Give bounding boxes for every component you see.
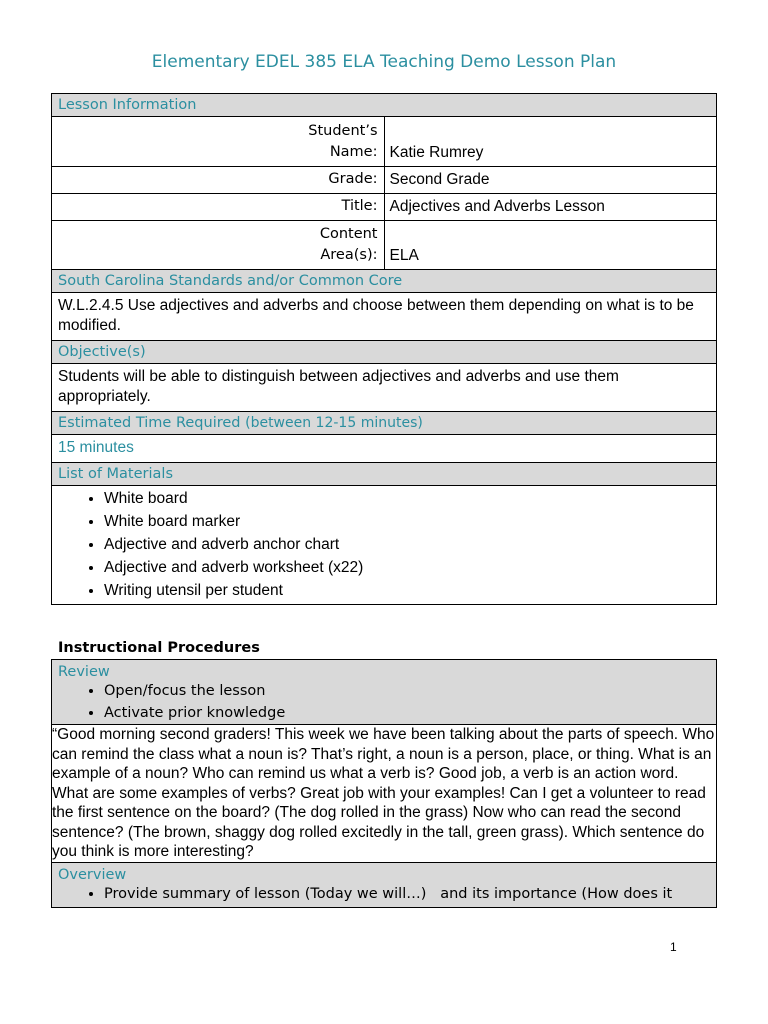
instructional-procedures-heading: Instructional Procedures xyxy=(58,640,260,656)
student-name-label-line1: Student’s xyxy=(308,123,378,139)
materials-item: • White board xyxy=(104,487,716,510)
materials-list xyxy=(52,487,716,602)
lesson-plan-table xyxy=(51,93,717,605)
overview-section xyxy=(52,862,717,907)
review-bullets xyxy=(52,680,716,724)
time-heading xyxy=(52,412,717,435)
review-heading: Review xyxy=(58,664,110,680)
document-title: Elementary EDEL 385 ELA Teaching Demo Lesson Plan xyxy=(151,52,617,72)
student-name-label xyxy=(52,117,385,167)
overview-heading: Overview xyxy=(58,866,127,883)
content-area-value: ELA xyxy=(384,221,717,270)
content-area-label-line2: Area(s): xyxy=(320,247,378,263)
materials-list-cell xyxy=(52,486,717,605)
time-heading-range: (between 12-15 minutes) xyxy=(245,415,423,431)
grade-value: Second Grade xyxy=(384,167,717,194)
materials-item: • Adjective and adverb anchor chart xyxy=(104,533,716,556)
lesson-information-heading: Lesson Information xyxy=(52,94,717,117)
grade-label: Grade: xyxy=(52,167,385,194)
standards-heading: South Carolina Standards and/or Common Core xyxy=(52,270,717,293)
overview-bullet: • Provide summary of lesson (Today we will…) and its importance (How does it xyxy=(104,883,716,905)
content-area-label-line1: Content xyxy=(319,226,378,242)
student-name-label-line2: Name: xyxy=(329,144,378,160)
review-script-text: “Good morning second graders! This week we have been talking about the parts of speech. Who can remind the class what a noun is? That’s right, a noun is a person, place, or thing. What is an example of a noun? Who can remind us what a verb is? Good job, a verb is an action word. What are some examples of verbs? Great job with your examples! Can I get a volunteer to read the first sentence on the board? (The dog rolled in the grass) Now who can read the second sentence? (The brown, shaggy dog rolled excitedly in the tall, green grass). Which sentence do you think is more interesting? xyxy=(52,725,717,863)
materials-item: • Adjective and adverb worksheet (x22) xyxy=(104,556,716,579)
overview-bullets xyxy=(52,883,716,905)
standards-text: W.L.2.4.5 Use adjectives and adverbs and choose between them depending on what is to be modified. xyxy=(52,293,717,341)
page-number: 1 xyxy=(670,940,677,954)
title-label: Title: xyxy=(52,194,385,221)
time-heading-label: Estimated Time Required xyxy=(58,415,241,431)
objectives-heading: Objective(s) xyxy=(52,341,717,364)
time-value: 15 minutes xyxy=(52,435,717,463)
content-area-label xyxy=(52,221,385,270)
student-name-value: Katie Rumrey xyxy=(384,117,717,167)
review-section xyxy=(52,660,717,725)
review-bullet: • Open/focus the lesson xyxy=(104,680,716,702)
title-value: Adjectives and Adverbs Lesson xyxy=(384,194,717,221)
materials-item: • Writing utensil per student xyxy=(104,579,716,602)
materials-heading: List of Materials xyxy=(52,463,717,486)
procedures-table xyxy=(51,659,717,908)
materials-item: • White board marker xyxy=(104,510,716,533)
review-bullet: • Activate prior knowledge xyxy=(104,702,716,724)
objectives-text: Students will be able to distinguish between adjectives and adverbs and use them appropriately. xyxy=(52,364,717,412)
